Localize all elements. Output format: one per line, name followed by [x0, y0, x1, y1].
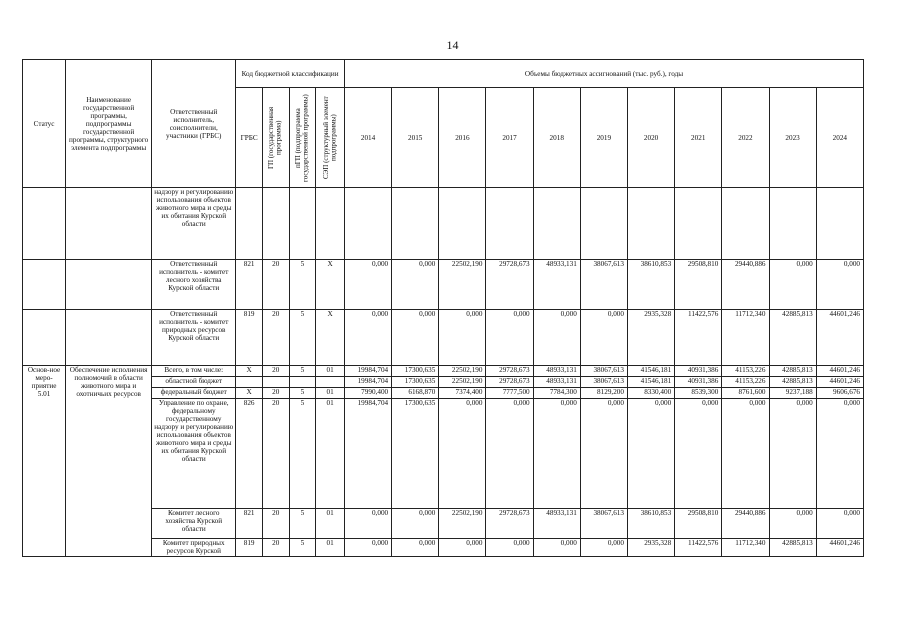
value-cell: 29728,673 — [486, 509, 533, 539]
value-cell: 0,000 — [439, 310, 486, 366]
gp-cell: 20 — [262, 509, 289, 539]
value-cell: 0,000 — [439, 539, 486, 557]
table-row — [23, 310, 864, 366]
value-cell: 0,000 — [580, 539, 627, 557]
status-cell — [23, 188, 66, 260]
status-cell — [23, 260, 66, 310]
value-cell: 7374,400 — [439, 388, 486, 399]
value-cell: 0,000 — [816, 509, 863, 539]
value-cell: 0,000 — [627, 399, 674, 509]
budget-table — [22, 59, 864, 557]
value-cell: 0,000 — [722, 399, 769, 509]
value-cell: 0,000 — [392, 310, 439, 366]
value-cell — [769, 188, 816, 260]
gp-cell — [262, 377, 289, 388]
pgp-cell: 5 — [289, 509, 316, 539]
gp-cell: 20 — [262, 388, 289, 399]
value-cell: 29728,673 — [486, 260, 533, 310]
responsible-cell: Управление по охране, федеральному государственному надзору и регулированию использования объектов животного мира и среды их обитания Курской области — [152, 399, 236, 509]
header-pgp: пГП (подпрограмма государственной программы) — [293, 93, 310, 182]
gp-cell: 20 — [262, 260, 289, 310]
value-cell: 44601,246 — [816, 377, 863, 388]
value-cell: 0,000 — [580, 310, 627, 366]
header-grbs: ГРБС — [236, 88, 263, 188]
pgp-cell: 5 — [289, 310, 316, 366]
status-cell — [23, 310, 66, 366]
value-cell: 19984,704 — [344, 377, 391, 388]
gp-cell: 20 — [262, 310, 289, 366]
value-cell: 0,000 — [344, 260, 391, 310]
value-cell: 0,000 — [533, 539, 580, 557]
value-cell: 0,000 — [344, 509, 391, 539]
value-cell: 29508,810 — [675, 509, 722, 539]
program-name-cell — [66, 188, 152, 260]
header-status: Статус — [23, 60, 66, 188]
value-cell: 0,000 — [769, 399, 816, 509]
header-year: 2024 — [816, 88, 863, 188]
value-cell: 44601,246 — [816, 310, 863, 366]
header-gp: ГП (государственная программа) — [267, 106, 283, 169]
value-cell: 41546,181 — [627, 377, 674, 388]
responsible-cell: надзору и регулированию использования объектов животного мира и среды их обитания Курской области — [152, 188, 236, 260]
value-cell: 8761,600 — [722, 388, 769, 399]
header-responsible: Ответственный исполнитель, соисполнители, участники (ГРБС) — [152, 60, 236, 188]
value-cell: 0,000 — [486, 399, 533, 509]
value-cell: 0,000 — [392, 509, 439, 539]
gp-cell: 20 — [262, 539, 289, 557]
value-cell: 38610,853 — [627, 509, 674, 539]
program-name-cell — [66, 310, 152, 366]
pgp-cell: 5 — [289, 539, 316, 557]
page-number: 14 — [446, 38, 459, 52]
grbs-cell: Х — [236, 366, 263, 377]
pgp-cell: 5 — [289, 388, 316, 399]
value-cell: 0,000 — [533, 310, 580, 366]
grbs-cell: 821 — [236, 260, 263, 310]
program-name-cell — [66, 260, 152, 310]
table-body — [23, 188, 864, 557]
header-year: 2015 — [392, 88, 439, 188]
value-cell: 0,000 — [486, 310, 533, 366]
value-cell: 22502,190 — [439, 366, 486, 377]
value-cell: 38067,613 — [580, 260, 627, 310]
value-cell: 38067,613 — [580, 377, 627, 388]
sep-cell — [316, 377, 345, 388]
responsible-cell: областной бюджет — [152, 377, 236, 388]
grbs-cell: 821 — [236, 509, 263, 539]
value-cell: 41153,226 — [722, 366, 769, 377]
gp-cell — [262, 188, 289, 260]
value-cell: 38067,613 — [580, 366, 627, 377]
header-year: 2019 — [580, 88, 627, 188]
value-cell: 38067,613 — [580, 509, 627, 539]
header-budget-code: Код бюджетной классификации — [236, 60, 345, 88]
value-cell: 7784,300 — [533, 388, 580, 399]
responsible-cell: Комитет природных ресурсов Курской — [152, 539, 236, 557]
sep-cell: 01 — [316, 539, 345, 557]
status-cell: Основ-ное меро-приятие 5.01 — [23, 366, 66, 557]
value-cell: 0,000 — [816, 399, 863, 509]
value-cell: 48933,131 — [533, 377, 580, 388]
value-cell: 9606,676 — [816, 388, 863, 399]
value-cell: 29440,886 — [722, 260, 769, 310]
table-row — [23, 366, 864, 377]
value-cell: 17300,635 — [392, 399, 439, 509]
grbs-cell: 826 — [236, 399, 263, 509]
value-cell: 29728,673 — [486, 366, 533, 377]
table-row — [23, 188, 864, 260]
pgp-cell — [289, 188, 316, 260]
value-cell — [392, 188, 439, 260]
value-cell: 29440,886 — [722, 509, 769, 539]
value-cell: 42885,813 — [769, 539, 816, 557]
value-cell: 48933,131 — [533, 366, 580, 377]
value-cell: 0,000 — [580, 399, 627, 509]
header-year: 2018 — [533, 88, 580, 188]
grbs-cell: 819 — [236, 310, 263, 366]
value-cell: 6168,870 — [392, 388, 439, 399]
header-year: 2023 — [769, 88, 816, 188]
value-cell — [344, 188, 391, 260]
value-cell: 0,000 — [439, 399, 486, 509]
pgp-cell: 5 — [289, 260, 316, 310]
value-cell: 48933,131 — [533, 260, 580, 310]
value-cell: 8539,300 — [675, 388, 722, 399]
value-cell: 0,000 — [816, 260, 863, 310]
value-cell: 2935,328 — [627, 310, 674, 366]
value-cell: 41546,181 — [627, 366, 674, 377]
value-cell — [722, 188, 769, 260]
sep-cell: 01 — [316, 509, 345, 539]
value-cell — [627, 188, 674, 260]
value-cell: 48933,131 — [533, 509, 580, 539]
value-cell: 29728,673 — [486, 377, 533, 388]
value-cell: 17300,635 — [392, 366, 439, 377]
program-name-cell: Обеспечение исполнения полномочий в области животного мира и охотничьих ресурсов — [66, 366, 152, 557]
value-cell — [816, 188, 863, 260]
responsible-cell: Ответственный исполнитель - комитет природных ресурсов Курской области — [152, 310, 236, 366]
responsible-cell: Ответственный исполнитель - комитет лесного хозяйства Курской области — [152, 260, 236, 310]
value-cell — [439, 188, 486, 260]
value-cell: 9237,188 — [769, 388, 816, 399]
value-cell: 0,000 — [769, 509, 816, 539]
value-cell: 42885,813 — [769, 377, 816, 388]
sep-cell — [316, 188, 345, 260]
value-cell: 0,000 — [344, 539, 391, 557]
value-cell — [675, 188, 722, 260]
value-cell: 22502,190 — [439, 377, 486, 388]
header-year: 2016 — [439, 88, 486, 188]
value-cell: 22502,190 — [439, 260, 486, 310]
value-cell: 40931,386 — [675, 366, 722, 377]
value-cell — [486, 188, 533, 260]
value-cell: 29508,810 — [675, 260, 722, 310]
value-cell: 11712,340 — [722, 310, 769, 366]
value-cell: 44601,246 — [816, 539, 863, 557]
value-cell: 41153,226 — [722, 377, 769, 388]
value-cell: 8330,400 — [627, 388, 674, 399]
responsible-cell: федеральный бюджет — [152, 388, 236, 399]
grbs-cell — [236, 377, 263, 388]
value-cell: 42885,813 — [769, 310, 816, 366]
value-cell: 7777,500 — [486, 388, 533, 399]
value-cell: 42885,813 — [769, 366, 816, 377]
value-cell: 0,000 — [533, 399, 580, 509]
pgp-cell: 5 — [289, 366, 316, 377]
responsible-cell: Всего, в том числе: — [152, 366, 236, 377]
value-cell: 19984,704 — [344, 366, 391, 377]
value-cell: 0,000 — [486, 539, 533, 557]
gp-cell: 20 — [262, 399, 289, 509]
value-cell: 40931,386 — [675, 377, 722, 388]
responsible-cell: Комитет лесного хозяйства Курской области — [152, 509, 236, 539]
header-year: 2020 — [627, 88, 674, 188]
pgp-cell: 5 — [289, 399, 316, 509]
value-cell: 44601,246 — [816, 366, 863, 377]
value-cell: 17300,635 — [392, 377, 439, 388]
header-year: 2022 — [722, 88, 769, 188]
value-cell: 11712,340 — [722, 539, 769, 557]
grbs-cell: 819 — [236, 539, 263, 557]
sep-cell: 01 — [316, 388, 345, 399]
header-year: 2021 — [675, 88, 722, 188]
value-cell: 11422,576 — [675, 539, 722, 557]
sep-cell: 01 — [316, 399, 345, 509]
grbs-cell: Х — [236, 388, 263, 399]
header-year: 2017 — [486, 88, 533, 188]
value-cell: 2935,328 — [627, 539, 674, 557]
value-cell: 0,000 — [344, 310, 391, 366]
value-cell: 19984,704 — [344, 399, 391, 509]
value-cell: 0,000 — [675, 399, 722, 509]
value-cell: 11422,576 — [675, 310, 722, 366]
value-cell: 38610,853 — [627, 260, 674, 310]
sep-cell: Х — [316, 260, 345, 310]
value-cell: 7990,400 — [344, 388, 391, 399]
header-year: 2014 — [344, 88, 391, 188]
value-cell: 0,000 — [392, 260, 439, 310]
value-cell: 8129,200 — [580, 388, 627, 399]
value-cell — [533, 188, 580, 260]
pgp-cell — [289, 377, 316, 388]
sep-cell: 01 — [316, 366, 345, 377]
value-cell: 0,000 — [392, 539, 439, 557]
header-sep: СЭП (структурный элемент подпрограммы) — [321, 96, 338, 179]
sep-cell: Х — [316, 310, 345, 366]
table-row — [23, 260, 864, 310]
header-volumes: Объемы бюджетных ассигнований (тыс. руб.), годы — [344, 60, 863, 88]
value-cell: 22502,190 — [439, 509, 486, 539]
header-program-name: Наименование государственной программы, подпрограммы государственной программы, структурного элемента подпрограммы — [66, 60, 152, 188]
gp-cell: 20 — [262, 366, 289, 377]
grbs-cell — [236, 188, 263, 260]
value-cell: 0,000 — [769, 260, 816, 310]
value-cell — [580, 188, 627, 260]
